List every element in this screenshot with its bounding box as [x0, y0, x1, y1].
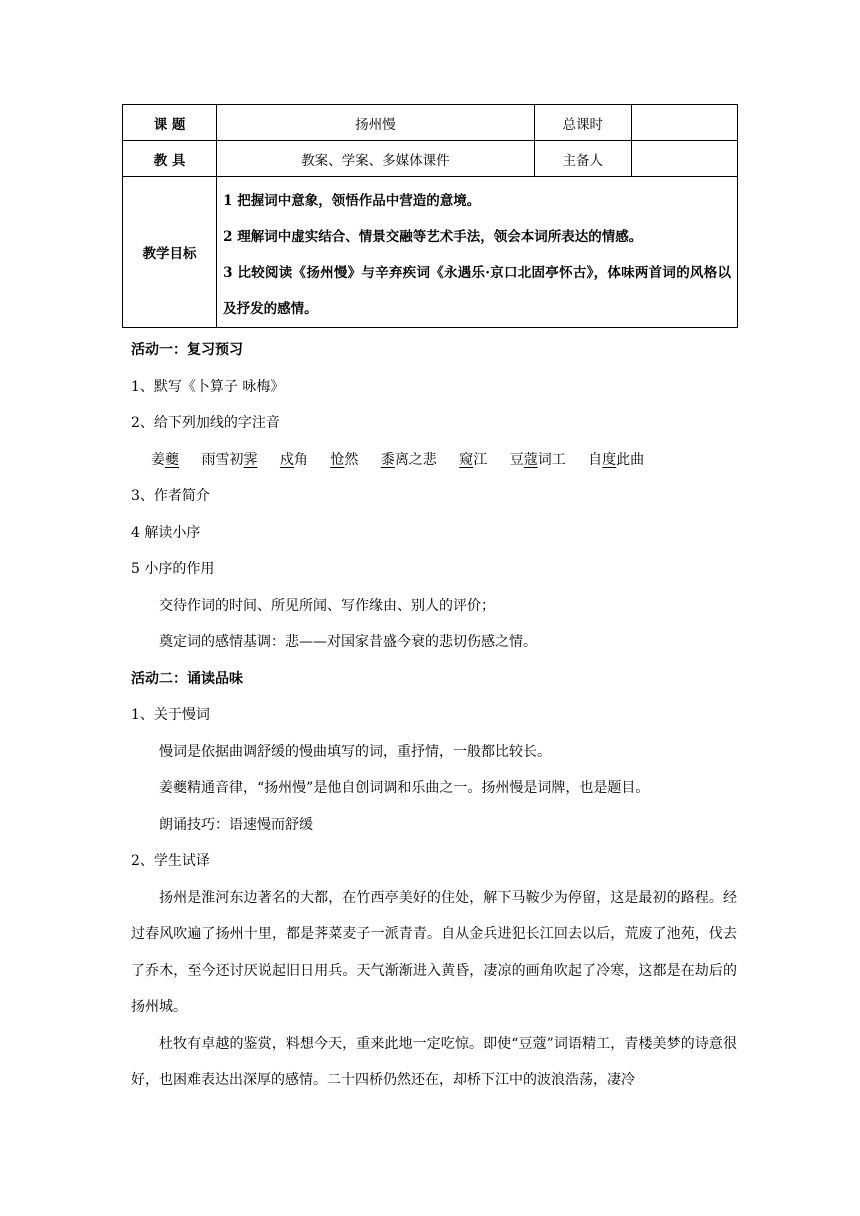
table-row [123, 177, 738, 328]
goals-label: 教学目标 [123, 177, 217, 328]
note-line: 姜夔精通音律，“扬州慢”是他自创词调和乐曲之一。扬州慢是词牌，也是题目。 [159, 780, 650, 796]
pinyin-word: 豆蔻词工 [509, 451, 566, 468]
list-item: 1、关于慢词 [131, 707, 210, 723]
translation-paragraph: 杜牧有卓越的鉴赏，料想今天，重来此地一定吃惊。即使“豆蔻”词语精工，青楼美梦的诗意很好，也困难表达出深厚的感情。二十四桥仍然还在，却桥下江中的波浪浩荡，凄冷 [131, 1035, 737, 1088]
tools-label: 教 具 [123, 141, 217, 177]
topic-label: 课 题 [123, 105, 217, 141]
list-item: 5 小序的作用 [131, 561, 215, 577]
translation-paragraph: 扬州是淮河东边著名的大都，在竹西亭美好的住处，解下马鞍少为停留，这是最初的路程。经过春风吹遍了扬州十里，都是荠菜麦子一派青青。自从金兵进犯长江回去以后，荒废了池苑，伐去了乔木，至今还讨厌说起旧日用兵。天气渐渐进入黄昏，凄凉的画角吹起了冷寒，这都是在劫后的扬州城。 [131, 889, 737, 1015]
pinyin-word: 雨雪初霁 [201, 451, 258, 468]
activity2-heading: 活动二：诵读品味 [131, 670, 243, 687]
activity1-heading: 活动一：复习预习 [131, 342, 243, 358]
table-row [123, 141, 738, 177]
pinyin-word: 自度此曲 [588, 451, 645, 468]
total-hours-value [631, 105, 737, 141]
topic-value: 扬州慢 [217, 105, 535, 141]
list-item: 3、作者简介 [131, 488, 210, 504]
pinyin-word: 怆然 [330, 451, 359, 468]
list-item: 4 解读小序 [131, 524, 201, 541]
note-line: 朗诵技巧：语速慢而舒缓 [159, 816, 313, 833]
table-row [123, 105, 738, 141]
document-body [131, 332, 737, 1099]
total-hours-label: 总课时 [534, 105, 631, 141]
note-line: 交待作词的时间、所见所闻、写作缘由、别人的评价； [159, 597, 495, 614]
pinyin-words-line [131, 442, 737, 479]
list-item: 2、给下列加线的字注音 [131, 415, 280, 431]
pinyin-word: 姜夔 [151, 451, 179, 468]
list-item: 2、学生试译 [131, 853, 210, 869]
tools-value: 教案、学案、多媒体课件 [217, 141, 535, 177]
preparer-value [631, 141, 737, 177]
goals-cell [217, 177, 738, 328]
note-line: 慢词是依据曲调舒缓的慢曲填写的词，重抒情，一般都比较长。 [159, 743, 551, 760]
pinyin-word: 黍离之悲 [380, 451, 437, 468]
lesson-plan-table [122, 104, 738, 328]
note-line: 奠定词的感情基调：悲——对国家昔盛今衰的悲切伤感之情。 [159, 634, 537, 650]
goal-item: 1 把握词中意象，领悟作品中营造的意境。 [223, 193, 481, 209]
list-item: 1、默写《卜算子 咏梅》 [131, 378, 285, 395]
goal-item: 3 比较阅读《扬州慢》与辛弃疾词《永遇乐·京口北固亭怀古》，体味两首词的风格以及抒发的感情。 [223, 265, 731, 317]
pinyin-word: 窥江 [459, 451, 488, 468]
goal-item: 2 理解词中虚实结合、情景交融等艺术手法，领会本词所表达的情感。 [223, 229, 643, 245]
preparer-label: 主备人 [534, 141, 631, 177]
pinyin-word: 戍角 [279, 451, 308, 468]
